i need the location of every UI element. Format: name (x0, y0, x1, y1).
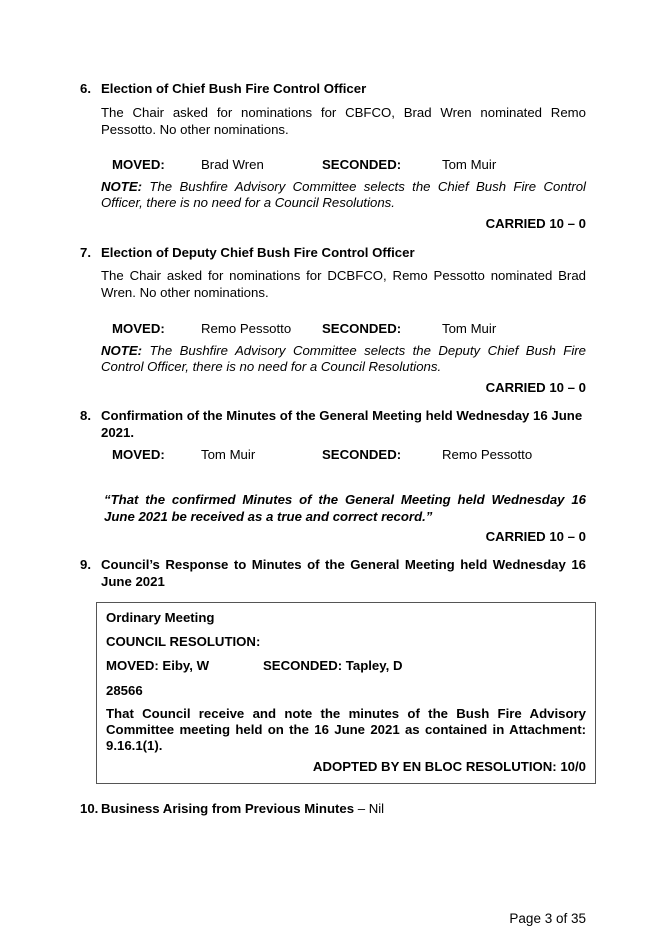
resolution-moved: MOVED: Eiby, W (106, 658, 210, 673)
meeting-type: Ordinary Meeting (106, 610, 215, 625)
seconded-label: SECONDED: (322, 447, 402, 462)
note (101, 343, 586, 375)
item-heading: Election of Deputy Chief Bush Fire Control Officer (101, 245, 415, 260)
moved-name: Remo Pessotto (201, 321, 292, 336)
resolution-seconded: SECONDED: Tapley, D (263, 658, 403, 673)
moved-label: MOVED: (112, 321, 165, 336)
note-text: The Bushfire Advisory Committee selects the Deputy Chief Bush Fire Control Officer, there is no need for a Council Resolutions. (101, 343, 586, 374)
item-number: 7. (80, 245, 91, 260)
item-heading-line2: 2021. (101, 425, 135, 440)
item-heading: Business Arising from Previous Minutes (101, 801, 355, 816)
seconded-name: Remo Pessotto (442, 447, 533, 462)
item-number: 10. (80, 801, 99, 816)
resolution-quote: “That the confirmed Minutes of the General Meeting held Wednesday 16 June 2021 be received as a true and correct record.” (104, 492, 586, 524)
moved-label: MOVED: (112, 447, 165, 462)
seconded-name: Tom Muir (442, 321, 497, 336)
item-heading-line2: June 2021 (101, 574, 165, 589)
moved-name: Tom Muir (201, 447, 256, 462)
carried-result: CARRIED 10 – 0 (485, 216, 586, 231)
moved-name: Brad Wren (201, 157, 264, 172)
moved-label: MOVED: (112, 157, 165, 172)
carried-result: CARRIED 10 – 0 (485, 380, 586, 395)
item-number: 6. (80, 81, 91, 96)
resolution-heading: COUNCIL RESOLUTION: (106, 634, 261, 649)
carried-result: CARRIED 10 – 0 (485, 529, 586, 544)
note-text: The Bushfire Advisory Committee selects the Chief Bush Fire Control Officer, there is no need for a Council Resolutions. (101, 179, 586, 210)
note (101, 179, 586, 211)
resolution-number: 28566 (106, 683, 143, 698)
resolution-text: That Council receive and note the minutes of the Bush Fire Advisory Committee meeting held on the 16 June 2021 as contained in Attachment: 9.16.1(1). (106, 706, 586, 753)
seconded-label: SECONDED: (322, 321, 402, 336)
seconded-label: SECONDED: (322, 157, 402, 172)
item-suffix: – Nil (354, 801, 385, 816)
item-heading-row (101, 801, 384, 816)
note-label: NOTE: (101, 343, 143, 358)
council-resolution-box (96, 602, 596, 784)
page-number: Page 3 of 35 (509, 911, 586, 926)
resolution-adopted: ADOPTED BY EN BLOC RESOLUTION: 10/0 (312, 759, 586, 774)
item-number: 9. (80, 557, 91, 572)
item-number: 8. (80, 408, 91, 423)
item-heading-line1: Confirmation of the Minutes of the General Meeting held Wednesday 16 June (101, 408, 583, 423)
item-heading-line1: Council’s Response to Minutes of the General Meeting held Wednesday 16 (101, 557, 586, 572)
item-body: The Chair asked for nominations for DCBFCO, Remo Pessotto nominated Brad Wren. No other nominations. (101, 268, 586, 300)
item-body: The Chair asked for nominations for CBFCO, Brad Wren nominated Remo Pessotto. No other nominations. (101, 105, 586, 137)
seconded-name: Tom Muir (442, 157, 497, 172)
note-label: NOTE: (101, 179, 143, 194)
item-heading: Election of Chief Bush Fire Control Officer (101, 81, 367, 96)
